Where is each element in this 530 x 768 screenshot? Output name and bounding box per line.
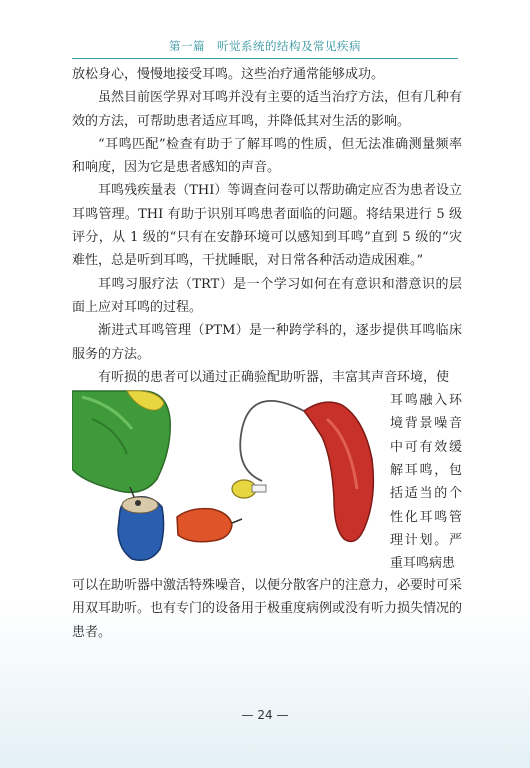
paragraph-7: 有听损的患者可以通过正确验配助听器，丰富其声音环境，使 bbox=[98, 369, 450, 385]
wrapped-text-column: 耳鸣融入环境背景噪音中可有效缓解耳鸣，包括适当的个性化耳鸣管理计划。严重耳鸣病患 bbox=[390, 393, 462, 572]
paragraph-3: “耳鸣匹配”检查有助于了解耳鸣的性质，但无法准确测量频率和响度，因为它是患者感知的声音。 bbox=[72, 136, 462, 176]
header-divider bbox=[72, 58, 458, 59]
page-header bbox=[0, 0, 530, 60]
paragraph-6: 渐进式耳鸣管理（PTM）是一种跨学科的，逐步提供耳鸣临床服务的方法。 bbox=[72, 323, 462, 362]
paragraph-2: 虽然目前医学界对耳鸣并没有主要的适当治疗方法，但有几种有效的方法，可帮助患者适应耳鸣，并降低其对生活的影响。 bbox=[72, 90, 463, 129]
paragraph-5: 耳鸣习服疗法（TRT）是一个学习如何在有意识和潜意识的层面上应对耳鸣的过程。 bbox=[72, 276, 462, 315]
paragraph-1: 放松身心，慢慢地接受耳鸣。这些治疗通常能够成功。 bbox=[72, 67, 385, 82]
red-device-shape bbox=[304, 402, 373, 541]
illustration-block bbox=[72, 389, 462, 574]
body-text bbox=[72, 63, 462, 644]
chapter-title: 第一篇 听觉系统的结构及常见疾病 bbox=[169, 39, 361, 53]
orange-device-shape bbox=[177, 509, 232, 542]
paragraph-4: 耳鸣残疾量表（THI）等调查问卷可以帮助确定应否为患者设立耳鸣管理。THI 有助于识别耳鸣患者面临的问题。将结果进行 5 级评分，从 1 级的“只有在安静环境可以感知到耳鸣”直到 5 级的“灾难性，总是听到耳鸣，干扰睡眠，对日常各种活动造成困难。” bbox=[72, 183, 462, 269]
page-number: — 24 — bbox=[241, 708, 289, 722]
paragraph-continuation: 可以在助听器中激活特殊噪音，以便分散客户的注意力，必要时可采用双耳助听。也有专门的设备用于极重度病例或没有听力损失情况的患者。 bbox=[72, 578, 463, 640]
hearing-aids-illustration bbox=[72, 389, 382, 564]
earpiece-wire bbox=[240, 401, 304, 481]
